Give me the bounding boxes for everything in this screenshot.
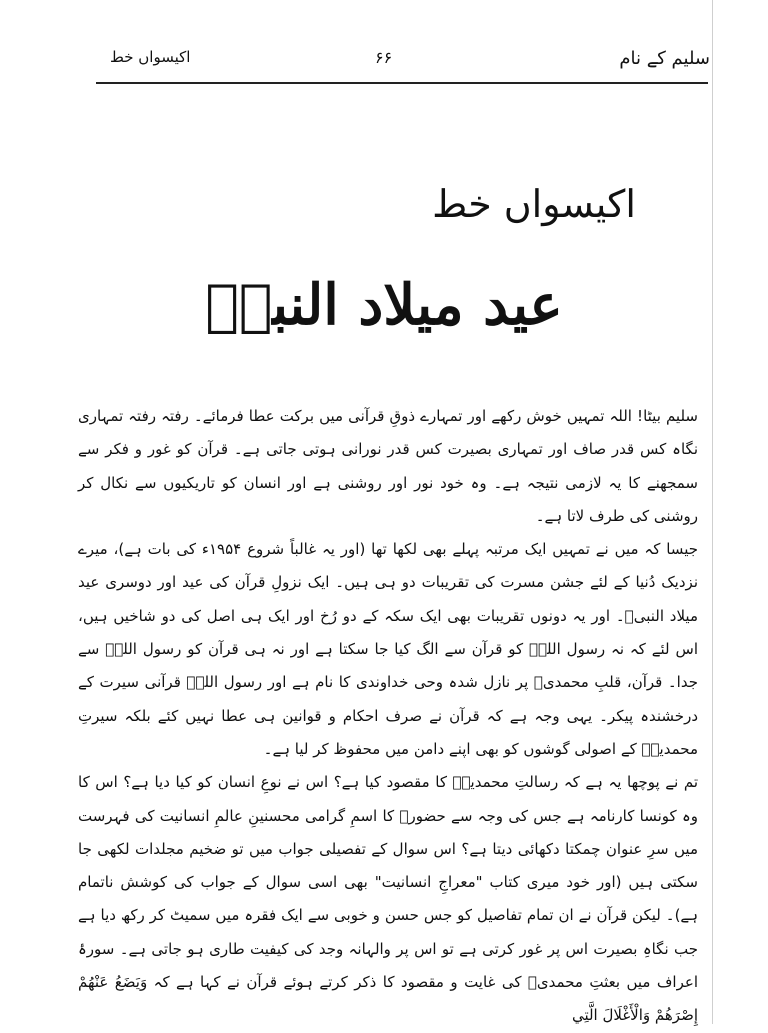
paragraph-3: تم نے پوچھا یہ ہے کہ رسالتِ محمدیہؐ کا مقصود کیا ہے؟ اس نے نوعِ انسان کو کیا دیا ہے؟ اس کا وہ کونسا کارنامہ ہے جس کی وجہ سے حضورؐ کا اسمِ گرامی محسنینِ عالمِ انسانیت کی فہرست میں سرِ عنوان چمکتا دکھائی دیتا ہے؟ اس سوال کے تفصیلی جواب میں تو ضخیم مجلدات لکھی جا سکتی ہیں (اور خود میری کتاب "معراجِ انسانیت" بھی اسی سوال کے جواب کی کوشش ناتمام ہے)۔ لیکن قرآن نے ان تمام تفاصیل کو جس حسن و خوبی سے ایک فقرہ میں سمیٹ کر رکھ دیا ہے جب نگاہِ بصیرت اس پر غور کرتی ہے تو اس پر والہانہ وجد کی کیفیت طاری ہو جاتی ہے۔ سورۂ اعراف میں بعثتِ محمدیؐ کی غایت و مقصود کا ذکر کرتے ہوئے قرآن نے کہا ہے کہ وَيَضَعُ عَنْهُمْ إِصْرَهُمْ وَالْأَغْلَالَ الَّتِي [78, 773, 698, 1025]
page-number: ۶۶ [375, 48, 393, 67]
header-book-title: سلیم کے نام [619, 48, 710, 69]
chapter-title [0, 182, 768, 226]
header-divider [96, 82, 708, 84]
letter-body [78, 400, 698, 1033]
page-edge-rule [712, 0, 713, 1024]
paragraph-2: جیسا کہ میں نے تمہیں ایک مرتبہ پہلے بھی لکھا تھا (اور یہ غالباً شروع ۱۹۵۴ء کی بات ہے)، میرے نزدیک دُنیا کے لئے جشن مسرت کی تقریبات دو ہی ہیں۔ ایک نزولِ قرآن کی عید اور دوسری عید میلاد النبیؐ۔ اور یہ دونوں تقریبات بھی ایک سکہ کے دو رُخ اور ایک ہی اصل کی دو شاخیں ہیں، اس لئے کہ نہ رسول اللہؐ کو قرآن سے الگ کیا جا سکتا ہے اور نہ ہی قرآن کو رسول اللہؐ سے جدا۔ قرآن، قلبِ محمدیؐ پر نازل شدہ وحی خداوندی کا نام ہے اور رسول اللہؐ قرآنی سیرت کے درخشندہ پیکر۔ یہی وجہ ہے کہ قرآن نے صرف احکام و قوانین ہی عطا نہیں کئے بلکہ سیرتِ محمدیہؐ کے اصولی گوشوں کو بھی اپنے دامن میں محفوظ کر لیا ہے۔ [78, 540, 698, 758]
header-chapter-name: اکیسواں خط [110, 48, 191, 66]
running-header [110, 40, 710, 80]
letter-title: عید میلاد النبیؐ [205, 272, 563, 338]
paragraph-1: سلیم بیٹا! اللہ تمہیں خوش رکھے اور تمہارے ذوقِ قرآنی میں برکت عطا فرمائے۔ رفتہ رفتہ تمہاری نگاہ کس قدر صاف اور تمہاری بصیرت کس قدر نورانی ہوتی جاتی ہے۔ قرآن کو غور و فکر سے سمجھنے کا یہ لازمی نتیجہ ہے۔ وہ خود نور اور روشنی ہے اور انسان کو تاریکیوں سے نکال کر روشنی کی طرف لاتا ہے۔ [78, 407, 698, 525]
chapter-title-text: اکیسواں خط [432, 182, 636, 226]
